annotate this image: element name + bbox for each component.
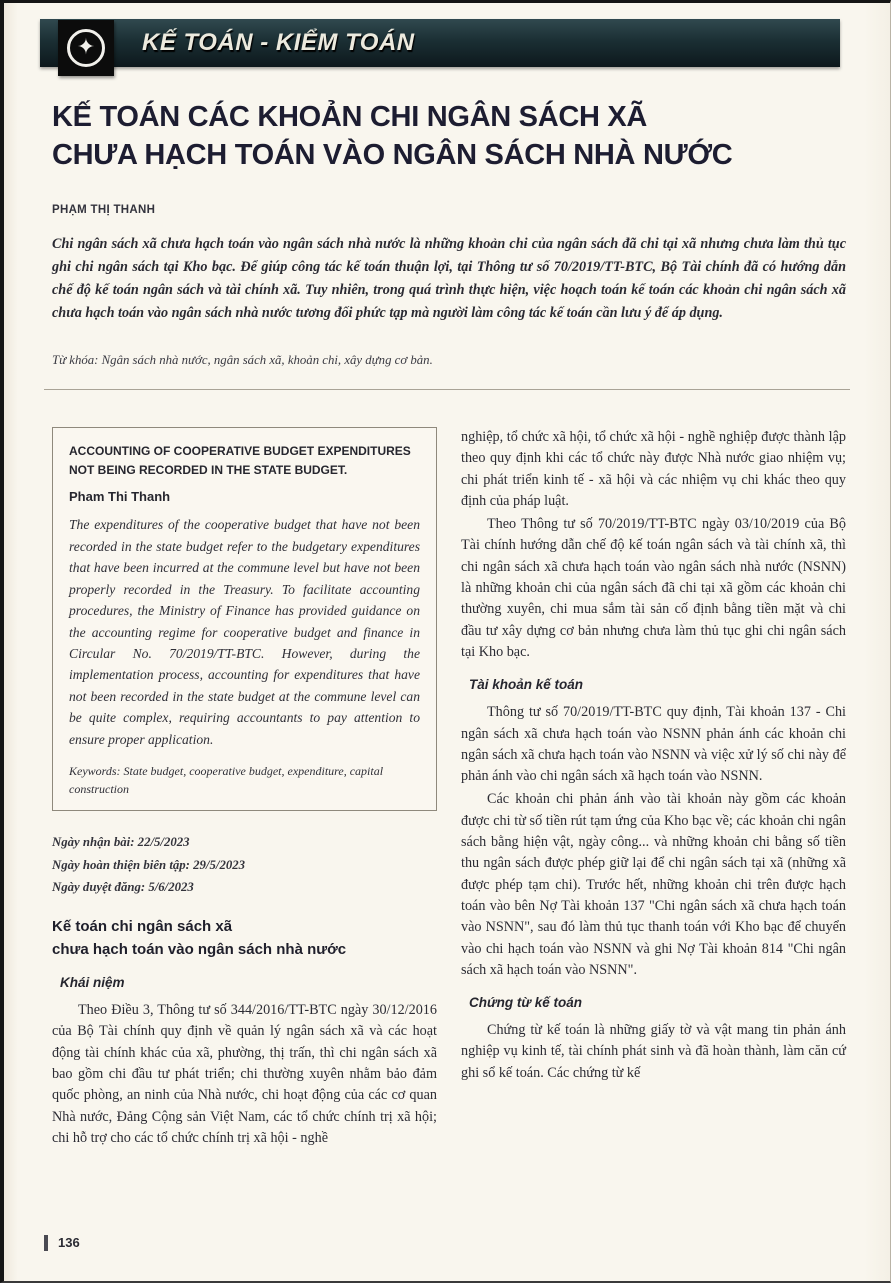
date-received: Ngày nhận bài: 22/5/2023 (52, 835, 190, 850)
subheading-tai-khoan-ke-toan: Tài khoản kế toán (469, 677, 584, 693)
english-abstract-keywords: Keywords: State budget, cooperative budget, expenditure, capital construction (69, 764, 384, 797)
body-paragraph: Chứng từ kế toán là những giấy tờ và vật mang tin phản ánh nghiệp vụ kinh tế, tài chính phát sinh và đã hoàn thành, làm căn cứ ghi sổ kế toán. Các chứng từ kế (461, 1022, 846, 1081)
left-column (52, 427, 437, 1151)
body-paragraph: Các khoản chi phản ánh vào tài khoản này gồm các khoản được chi từ số tiền rút tạm ứng của Kho bạc về; các khoản chi ngân sách bằng hiện vật, ngày công... và những khoản chi bằng số tiền thu ngân sách được phép giữ lại để chi ngân sách tại xã (những xã được phép tạm chi). Trước hết, những khoản chi trên được hạch toán vào bên Nợ Tài khoản 137 "Chi ngân sách xã chưa hạch toán vào NSNN", sau đó làm thủ tục thanh toán với Kho bạc để chuyển vào chi hạch toán vào NSNN và ghi Nợ Tài khoản 814 "Chi ngân sách xã hạch toán vào NSNN". (461, 791, 846, 978)
section-banner (40, 19, 840, 67)
section-heading-line1: Kế toán chi ngân sách xã (52, 917, 233, 935)
article-title-line1: KẾ TOÁN CÁC KHOẢN CHI NGÂN SÁCH XÃ (52, 101, 648, 133)
section-heading (52, 915, 437, 962)
abstract-vietnamese: Chi ngân sách xã chưa hạch toán vào ngân sách nhà nước là những khoản chi của ngân sách đã chi tại xã nhưng chưa làm thủ tục ghi chi ngân sách tại Kho bạc. Để giúp công tác kế toán thuận lợi, tại Thông tư số 70/2019/TT-BTC, Bộ Tài chính đã có hướng dẫn chế độ kế toán ngân sách và tài chính xã. Tuy nhiên, trong quá trình thực hiện, việc hoạch toán kế toán các khoản chi ngân sách xã chưa hạch toán vào ngân sách nhà nước tương đối phức tạp mà người làm công tác kế toán cần lưu ý để áp dụng. (52, 236, 846, 321)
subheading-khai-niem: Khái niệm (60, 975, 125, 991)
article-title-line2: CHƯA HẠCH TOÁN VÀO NGÂN SÁCH NHÀ NƯỚC (52, 138, 733, 171)
right-column (461, 427, 846, 1151)
page-number: 136 (44, 1235, 80, 1251)
article-title (52, 99, 772, 174)
subheading-chung-tu-ke-toan: Chứng từ kế toán (469, 995, 583, 1011)
divider-line (44, 389, 850, 390)
article-body (52, 427, 846, 1151)
body-paragraph: nghiệp, tổ chức xã hội, tổ chức xã hội - nghề nghiệp được thành lập theo quy định khi các tổ chức này được Nhà nước giao nhiệm vụ; chi phát triển kinh tế - xã hội và các nhiệm vụ chi khác theo quy định của pháp luật. (461, 429, 846, 509)
logo-ring-icon (67, 29, 105, 67)
article-author: PHẠM THỊ THANH (52, 204, 156, 216)
body-paragraph: Theo Điều 3, Thông tư số 344/2016/TT-BTC ngày 30/12/2016 của Bộ Tài chính quy định về quản lý ngân sách xã và các hoạt động tài chính khác của xã, phường, thị trấn, thì chi ngân sách xã bao gồm chi đầu tư phát triển; chi thường xuyên nhằm bảo đảm quốc phòng, an ninh của Nhà nước, chi hoạt động của các cơ quan Nhà nước, Đảng Cộng sản Việt Nam, các tổ chức chính trị xã hội; chi hỗ trợ cho các tổ chức chính trị xã hội - nghề (52, 1002, 437, 1146)
english-abstract-author: Pham Thi Thanh (69, 489, 171, 505)
section-banner-title: KẾ TOÁN - KIỂM TOÁN (142, 29, 415, 56)
english-abstract-title: ACCOUNTING OF COOPERATIVE BUDGET EXPENDITURES NOT BEING RECORDED IN THE STATE BUDGET. (69, 444, 411, 477)
body-paragraph: Theo Thông tư số 70/2019/TT-BTC ngày 03/10/2019 của Bộ Tài chính hướng dẫn chế độ kế toán ngân sách và tài chính xã, thì chi ngân sách xã chưa hạch toán vào ngân sách nhà nước (NSNN) là những khoản chi của ngân sách đã chi tại xã gồm các khoản chi thường xuyên, chi mua sắm tài sản cố định bằng tiền mặt và chi đầu tư xây dựng cơ bản nhưng chưa làm thủ tục ghi chi ngân sách tại Kho bạc. (461, 516, 846, 660)
english-abstract-box (52, 427, 437, 811)
journal-logo (58, 20, 114, 76)
keywords-vietnamese: Từ khóa: Ngân sách nhà nước, ngân sách xã, khoản chi, xây dựng cơ bản. (52, 353, 433, 367)
body-paragraph: Thông tư số 70/2019/TT-BTC quy định, Tài khoản 137 - Chi ngân sách xã chưa hạch toán vào NSNN phản ánh các khoản chi ngân sách xã chưa hạch toán vào NSNN và việc xử lý số chi này để phản ánh vào chi ngân sách xã hạch toán vào NSNN. (461, 704, 846, 785)
date-accepted: Ngày duyệt đăng: 5/6/2023 (52, 880, 194, 895)
logo-star-icon: ✦ (76, 35, 96, 60)
date-revised: Ngày hoàn thiện biên tập: 29/5/2023 (52, 857, 246, 872)
english-abstract-body: The expenditures of the cooperative budget that have not been recorded in the state budget refer to the budgetary expenditures that have been incurred at the commune level but have not been properly recorded in the Treasury. To facilitate accounting procedures, the Ministry of Finance has provided guidance on the accounting regime for cooperative budget and finance in Circular No. 70/2019/TT-BTC. However, during the implementation process, accounting for expenditures that have not been recorded in the state budget at the commune level can be quite complex, requiring accountants to pay attention to ensure proper application. (69, 517, 420, 747)
submission-dates (52, 831, 437, 898)
section-heading-line2: chưa hạch toán vào ngân sách nhà nước (52, 940, 347, 958)
